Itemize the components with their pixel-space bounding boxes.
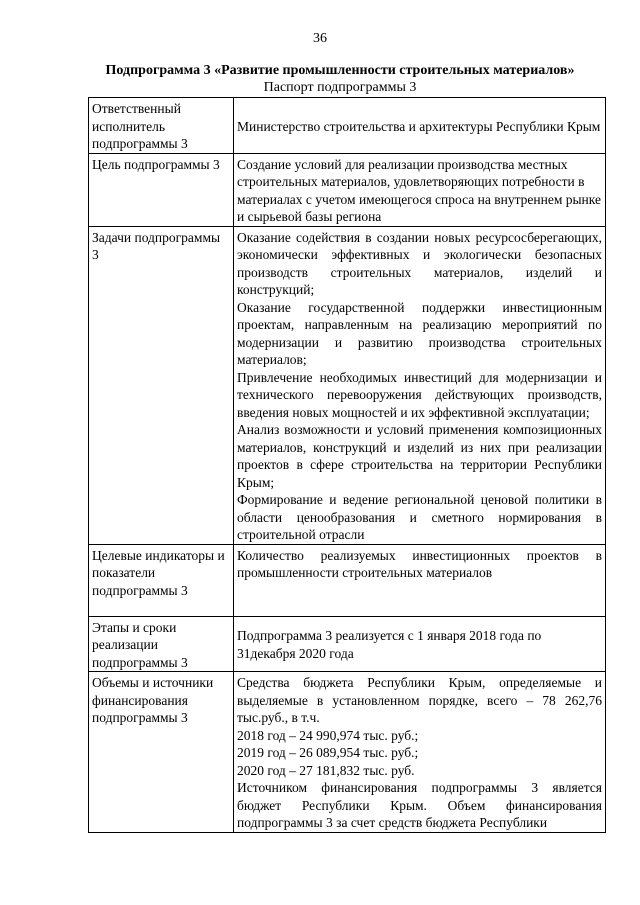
row-label: Объемы и источники финансирования подпрограммы 3 xyxy=(89,672,234,833)
content-paragraph: Оказание государственной поддержки инвестиционным проектам, направленным на реализацию мероприятий по модернизации и развитию производства строительных материалов; xyxy=(237,299,602,367)
content-paragraph: Оказание содействия в создании новых ресурсосберегающих, экономически эффективных и экологически безопасных производств строительных материалов, изделий и конструкций; xyxy=(237,229,602,297)
page-number: 36 xyxy=(313,31,327,46)
content-paragraph: Анализ возможности и условий применения композиционных материалов, конструкций и изделий из них при реализации проектов в сфере строительства на территории Республики Крым; xyxy=(237,422,602,490)
row-content xyxy=(234,672,606,833)
row-label: Задачи подпрограммы 3 xyxy=(89,226,234,544)
table-row xyxy=(89,616,606,672)
content-paragraph: Министерство строительства и архитектуры Республики Крым xyxy=(237,118,601,134)
content-paragraph: 2020 год – 27 181,832 тыс. руб. xyxy=(237,762,415,778)
document-title: Подпрограмма 3 «Развитие промышленности строительных материалов» xyxy=(105,63,575,78)
content-paragraph: Подпрограмма 3 реализуется с 1 января 2018 года по 31декабря 2020 года xyxy=(237,628,542,661)
table-row xyxy=(89,98,606,154)
content-paragraph: Средства бюджета Республики Крым, определяемые и выделяемые в установленном порядке, всего – 78 262,76 тыс.руб., в т.ч. xyxy=(237,675,602,725)
row-label: Этапы и сроки реализации подпрограммы 3 xyxy=(89,616,234,672)
table-row xyxy=(89,153,606,226)
row-content xyxy=(234,98,606,154)
row-label: Целевые индикаторы и показатели подпрограммы 3 xyxy=(89,544,234,616)
row-content xyxy=(234,153,606,226)
document-subtitle: Паспорт подпрограммы 3 xyxy=(263,80,417,95)
table-row xyxy=(89,544,606,616)
table-row xyxy=(89,226,606,544)
content-paragraph: Источником финансирования подпрограммы 3 является бюджет Республики Крым. Объем финансирования подпрограммы 3 за счет средств бюджета Республики xyxy=(237,780,602,830)
row-content xyxy=(234,226,606,544)
row-content xyxy=(234,616,606,672)
content-paragraph: Формирование и ведение региональной ценовой политики в области ценообразования и сметного нормирования в строительной отрасли xyxy=(237,492,602,542)
content-paragraph: Создание условий для реализации производства местных строительных материалов, удовлетворяющих потребности в материалах с учетом имеющегося спроса на внутреннем рынке и сырьевой базы региона xyxy=(237,156,601,224)
row-label: Ответственный исполнитель подпрограммы 3 xyxy=(89,98,234,154)
content-paragraph: 2018 год – 24 990,974 тыс. руб.; xyxy=(237,727,419,743)
content-paragraph: Привлечение необходимых инвестиций для модернизации и технического перевооружения действующих производств, введения новых мощностей и их эффективной эксплуатации; xyxy=(237,369,602,420)
content-paragraph: Количество реализуемых инвестиционных проектов в промышленности строительных материалов xyxy=(237,547,602,580)
row-content xyxy=(234,544,606,616)
content-paragraph: 2019 год – 26 089,954 тыс. руб.; xyxy=(237,745,419,760)
row-label: Цель подпрограммы 3 xyxy=(89,153,234,226)
table-row xyxy=(89,672,606,833)
passport-table xyxy=(88,97,606,833)
